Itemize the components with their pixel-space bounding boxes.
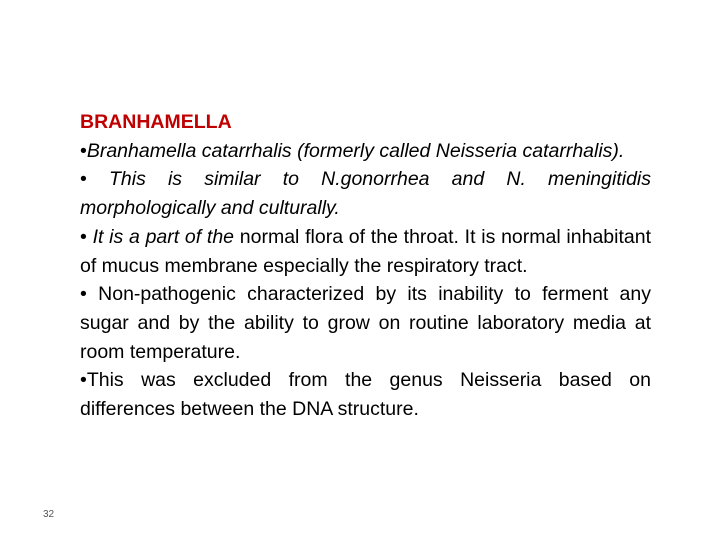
bullet-1-marker: • <box>80 139 87 162</box>
bullet-2-text: This is similar to N.gonorrhea and N. meningitidis morphologically and culturally. <box>80 168 651 220</box>
slide-title: BRANHAMELLA <box>80 111 232 133</box>
slide-content <box>80 108 651 424</box>
bullet-3-text-italic: It is a part of the <box>92 225 235 248</box>
bullet-5-text: •This was excluded from the genus Neisseria based on differences between the DNA structure. <box>80 369 651 421</box>
bullet-2-marker: • <box>80 168 109 191</box>
bullet-paragraph-5 <box>80 366 651 423</box>
bullet-paragraph-4 <box>80 280 651 366</box>
page-number: 32 <box>43 509 55 520</box>
bullet-paragraph-3 <box>80 223 651 280</box>
bullet-paragraph-2 <box>80 165 651 222</box>
bullet-3-text: normal flora of the throat. It is normal inhabitant of mucus membrane especially the respiratory tract. <box>80 225 651 277</box>
bullet-1-text: Branhamella catarrhalis (formerly called Neisseria catarrhalis). <box>86 139 625 162</box>
bullet-paragraph-1 <box>80 137 651 166</box>
bullet-3-marker: • <box>80 225 93 248</box>
bullet-4-text: • Non-pathogenic characterized by its inability to ferment any sugar and by the ability to grow on routine laboratory media at room temperature. <box>80 283 651 363</box>
